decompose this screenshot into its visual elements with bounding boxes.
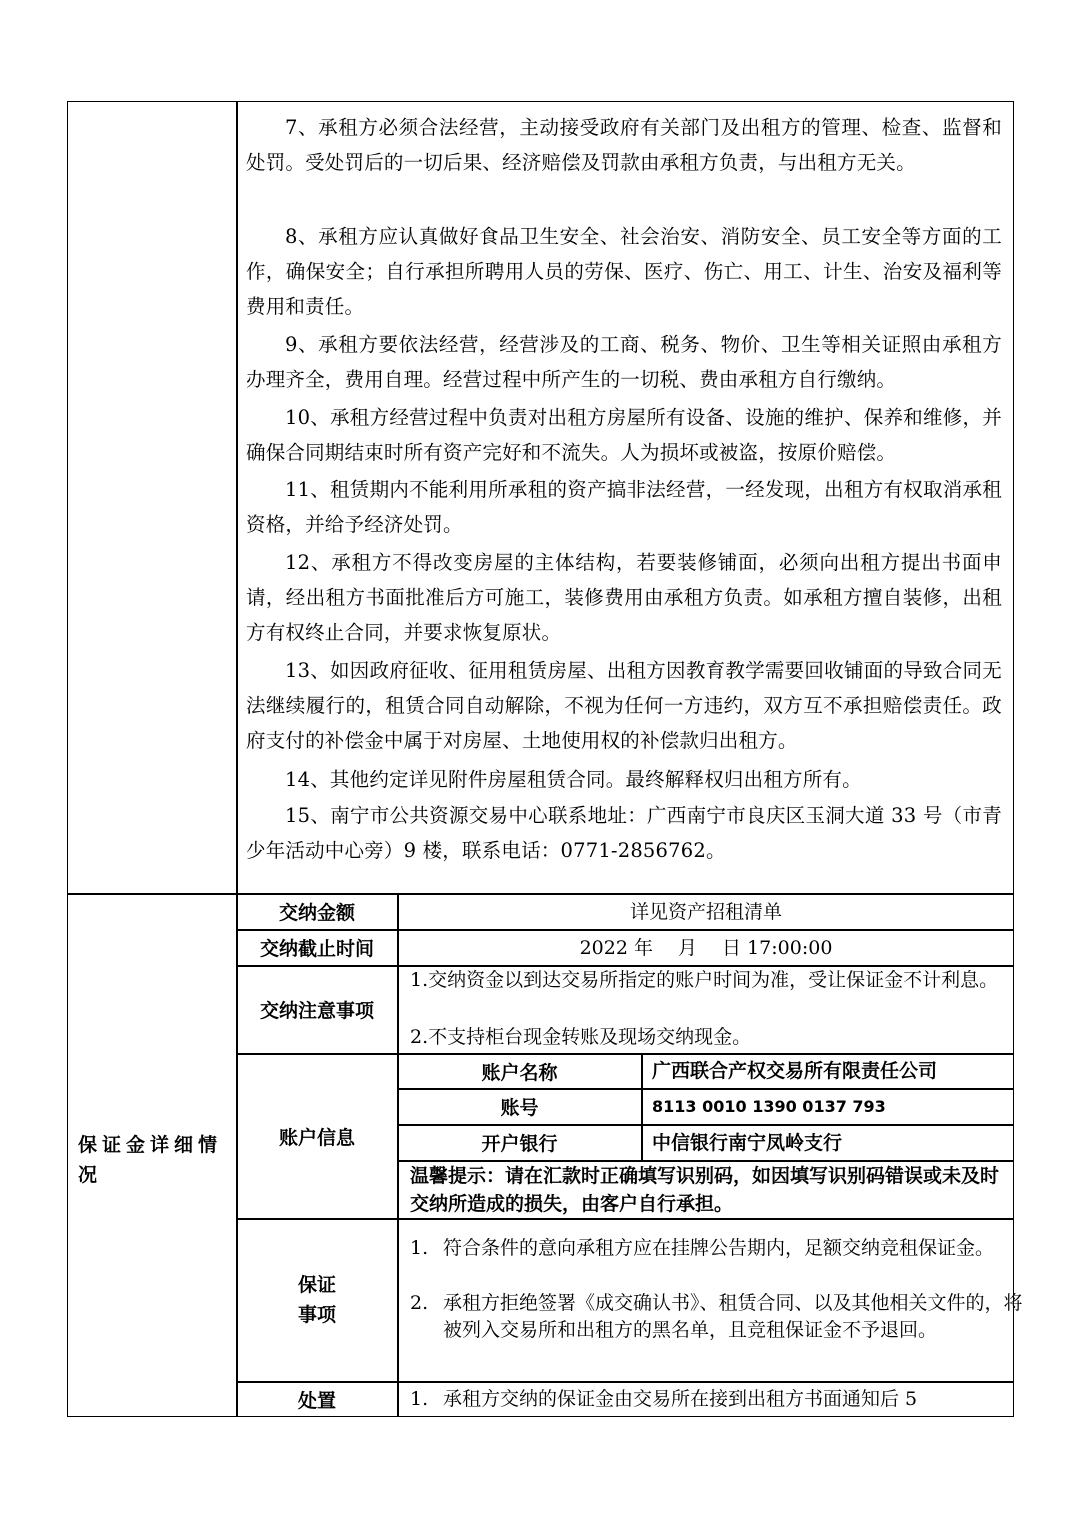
guarantee-item-2 — [410, 1290, 1033, 1344]
bank-value: 中信银行南宁凤岭支行 — [652, 1132, 843, 1154]
list-text: 符合条件的意向承租方应在挂牌公告期内，足额交纳竞租保证金。 — [443, 1237, 995, 1259]
list-text: 承租方交纳的保证金由交易所在接到出租方书面通知后 5 — [443, 1388, 918, 1410]
account-number-value: 8113 0010 1390 0137 793 — [652, 1097, 886, 1116]
deposit-section-label: 保证金详细情况 — [78, 1134, 223, 1186]
bank-label: 开户银行 — [481, 1133, 558, 1155]
term-14: 14、其他约定详见附件房屋租赁合同。最终解释权归出租方所有。 — [285, 768, 862, 791]
account-name-label: 账户名称 — [481, 1061, 558, 1084]
guarantee-label-line-1: 保证 — [297, 1274, 336, 1296]
list-number: 2. — [410, 1292, 429, 1314]
notes-item: 1.交纳资金以到达交易所指定的账户时间为准，受让保证金不计利息。 — [410, 969, 999, 991]
term-15: 15、南宁市公共资源交易中心联系地址：广西南宁市良庆区玉洞大道 33 号（市青少年活动中心旁）9 楼，联系电话：0771-2856762。 — [246, 804, 1002, 862]
left-column-divider — [236, 101, 238, 1417]
amount-value: 详见资产招租清单 — [629, 901, 782, 923]
term-7: 7、承租方必须合法经营，主动接受政府有关部门及出租方的管理、检查、监督和处罚。受处罚后的一切后果、经济赔偿及罚款由承租方负责，与出租方无关。 — [246, 116, 1002, 174]
term-10: 10、承租方经营过程中负责对出租方房屋所有设备、设施的维护、保养和维修，并确保合同期结束时所有资产完好和不流失。人为损坏或被盗，按原价赔偿。 — [246, 406, 1002, 464]
guarantee-label-line-2: 事项 — [297, 1304, 336, 1326]
list-number: 1. — [410, 1388, 429, 1410]
amount-label: 交纳金额 — [278, 902, 355, 924]
notes-label: 交纳注意事项 — [259, 1000, 374, 1022]
reminder-text: 温馨提示：请在汇款时正确填写识别码，如因填写识别码错误或未及时交纳所造成的损失，由客户自行承担。 — [410, 1165, 1000, 1215]
guarantee-item-1 — [410, 1235, 1033, 1262]
account-column-divider — [641, 1053, 643, 1160]
notes-item: 2.不支持柜台现金转账及现场交纳现金。 — [410, 1026, 752, 1048]
account-number-label: 账号 — [500, 1097, 539, 1119]
guarantee-label — [237, 1270, 397, 1330]
disposal-label: 处置 — [297, 1389, 336, 1412]
section-divider — [67, 893, 1014, 895]
deadline-label: 交纳截止时间 — [259, 938, 374, 960]
term-9: 9、承租方要依法经营，经营涉及的工商、税务、物价、卫生等相关证照由承租方办理齐全，费用自理。经营过程中所产生的一切税、费由承租方自行缴纳。 — [246, 333, 1002, 391]
deadline-value: 2022 年 月 日 17:00:00 — [579, 937, 833, 959]
term-11: 11、租赁期内不能利用所承租的资产搞非法经营，一经发现，出租方有权取消承租资格，并给予经济处罚。 — [246, 478, 1002, 536]
list-number: 1. — [410, 1237, 429, 1259]
account-label: 账户信息 — [278, 1126, 355, 1149]
term-13: 13、如因政府征收、征用租赁房屋、出租方因教育教学需要回收铺面的导致合同无法继续履行的，租赁合同自动解除，不视为任何一方违约，双方互不承担赔偿责任。政府支付的补偿金中属于对房屋、土地使用权的补偿款归出租方。 — [246, 659, 1002, 752]
row-divider — [236, 1218, 1014, 1220]
list-text: 承租方拒绝签署《成交确认书》、租赁合同、以及其他相关文件的，将被列入交易所和出租方的黑名单，且竞租保证金不予退回。 — [443, 1292, 1023, 1341]
disposal-item-1 — [410, 1386, 1038, 1413]
term-8: 8、承租方应认真做好食品卫生安全、社会治安、消防安全、员工安全等方面的工作，确保安全；自行承担所聘用人员的劳保、医疗、伤亡、用工、计生、治安及福利等费用和责任。 — [246, 225, 1002, 318]
account-name-value: 广西联合产权交易所有限责任公司 — [652, 1060, 938, 1082]
term-12: 12、承租方不得改变房屋的主体结构，若要装修铺面，必须向出租方提出书面申请，经出租方书面批准后方可施工，装修费用由承租方负责。如承租方擅自装修，出租方有权终止合同，并要求恢复原状。 — [246, 551, 1002, 644]
